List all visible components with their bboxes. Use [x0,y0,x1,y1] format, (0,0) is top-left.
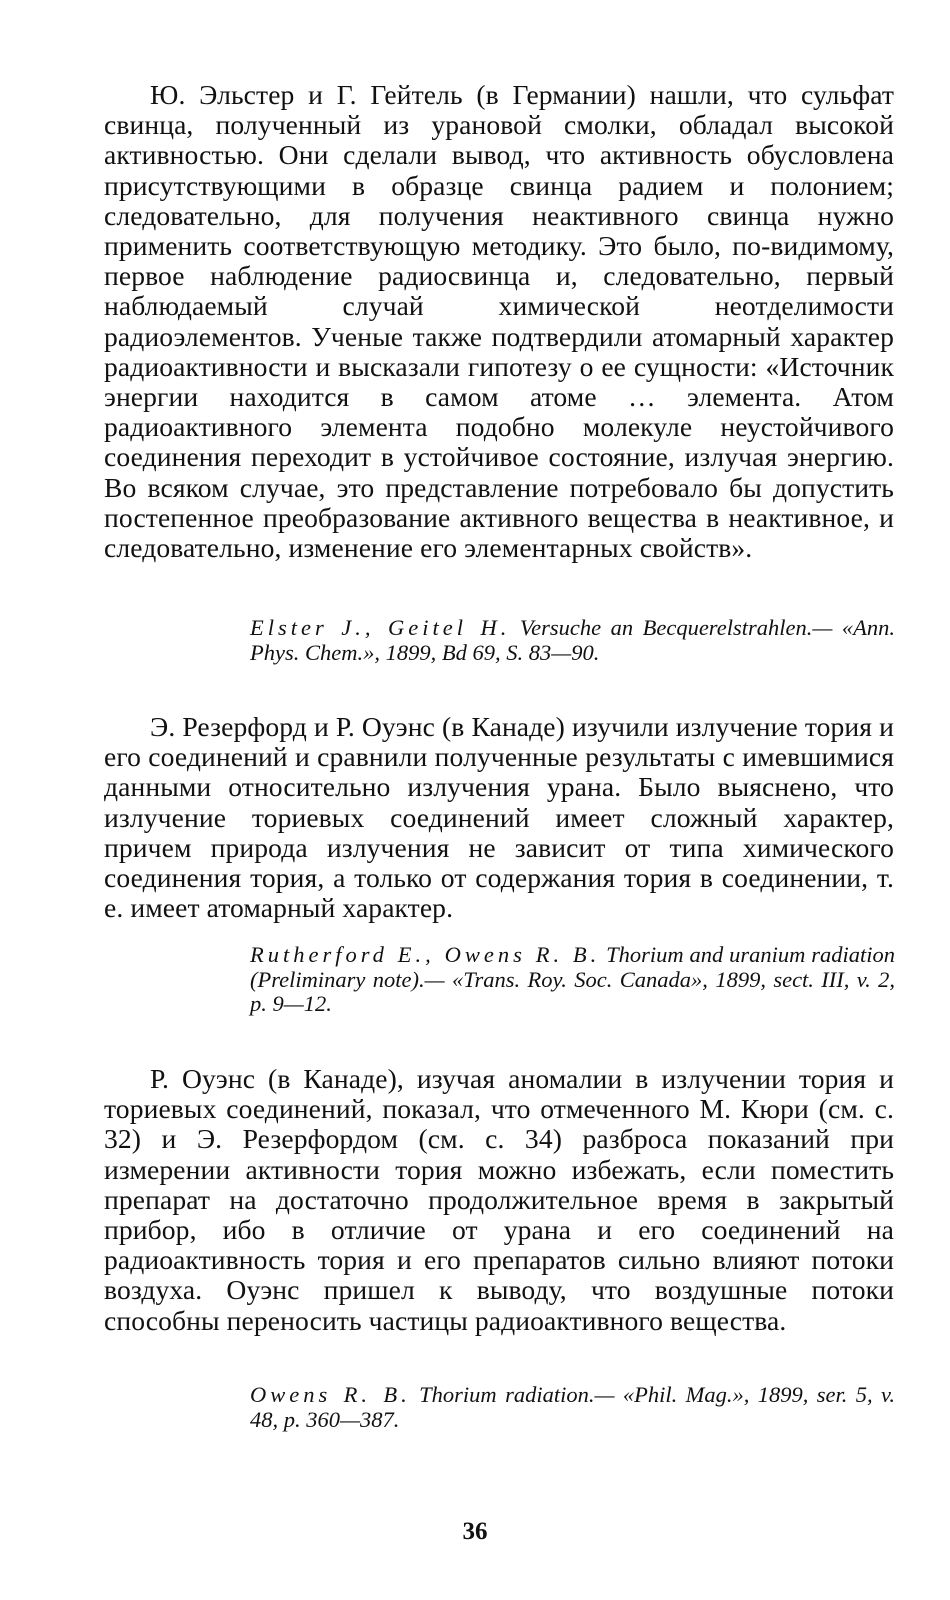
reference-source: Versuche an Becquerelstrahlen.— «Ann. Phys. Chem.», 1899, Bd 69, S. 83—90. [250,615,895,665]
reference-rutherford-owens [250,943,895,1017]
paragraph-elster-geitel: Ю. Эльстер и Г. Гейтель (в Германии) нашли, что сульфат свинца, полученный из урановой смолки, обладал высокой активностью. Они сделали вывод, что активность обусловлена присутствующими в образце свинца радием и полонием; следовательно, для получения неактивного свинца нужно применить соответствующую методику. Это было, по-видимому, первое наблюдение радиосвинца и, следовательно, первый наблюдаемый случай химической неотделимости радиоэлементов. Ученые также подтвердили атомарный характер радиоактивности и высказали гипотезу о ее сущности: «Источник энергии находится в самом атоме … элемента. Атом радиоактивного элемента подобно молекуле неустойчивого соединения переходит в устойчивое состояние, излучая энергию. Во всяком случае, это представление потребовало бы допустить постепенное преобразование активного вещества в неактивное, и следовательно, изменение его элементарных свойств». [104,79,894,564]
reference-owens [250,1383,895,1432]
reference-source: Thorium radiation.— «Phil. Mag.», 1899, ser. 5, v. 48, p. 360—387. [250,1382,895,1432]
paragraph-owens: Р. Оуэнс (в Канаде), изучая аномалии в излучении тория и ториевых соединений, показал, что отмеченного М. Кюри (см. с. 32) и Э. Резерфордом (см. с. 34) разброса показаний при измерении активности тория можно избежать, если поместить препарат на достаточно продолжительное время в закрытый прибор, ибо в отличие от урана и его соединений на радиоактивность тория и его препаратов сильно влияют потоки воздуха. Оуэнс пришел к выводу, что воздушные потоки способны переносить частицы радиоактивного вещества. [104,1063,894,1336]
reference-elster-geitel [250,616,895,665]
reference-authors: Rutherford E., Owens R. B. [250,942,601,967]
paragraph-rutherford-owens: Э. Резерфорд и Р. Оуэнс (в Канаде) изучили излучение тория и его соединений и сравнили полученные результаты с имевшимися данными относительно излучения урана. Было выяснено, что излучение ториевых соединений имеет сложный характер, причем природа излучения не зависит от типа химического соединения тория, а только от содержания тория в соединении, т. е. имеет атомарный характер. [104,711,894,924]
reference-source: Thorium and uranium radiation (Preliminary note).— «Trans. Roy. Soc. Canada», 1899, sect. III, v. 2, p. 9—12. [250,942,895,1016]
reference-authors: Owens R. B. [250,1382,411,1407]
reference-authors: Elster J., Geitel H. [250,615,511,640]
page-number: 36 [462,1518,488,1545]
